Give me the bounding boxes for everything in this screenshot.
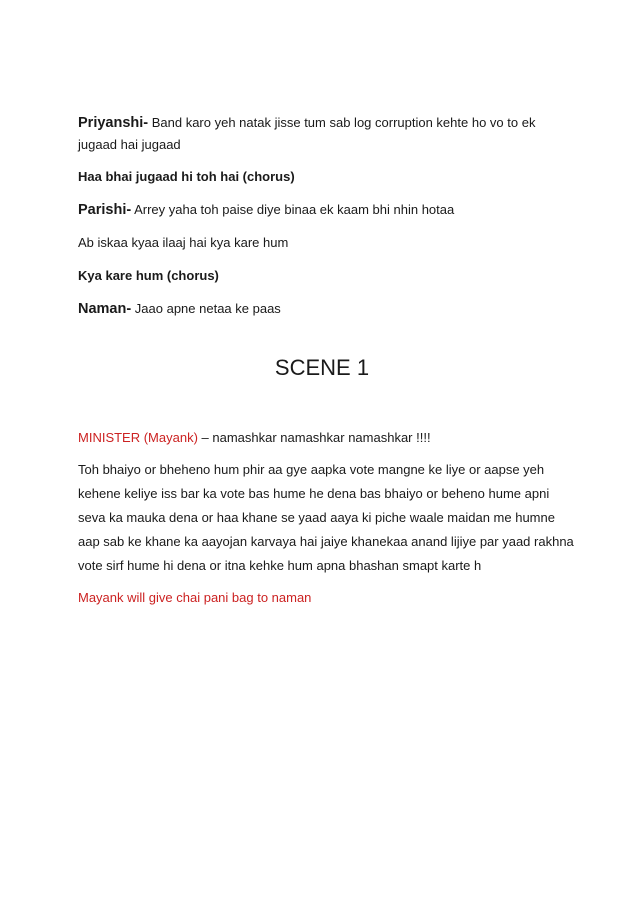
priyanshi-dialogue	[78, 112, 578, 156]
naman-text: Jaao apne netaa ke paas	[131, 301, 281, 316]
speaker-minister: MINISTER (Mayank)	[78, 430, 198, 445]
script-body	[78, 112, 578, 609]
speaker-parishi: Parishi-	[78, 202, 132, 218]
chorus-line-1: Haa bhai jugaad hi toh hai (chorus)	[78, 169, 295, 184]
priyanshi-text: Band karo yeh natak jisse tum sab log corruption kehte ho vo to ek jugaad hai jugaad	[78, 115, 536, 152]
chorus-line-2: Kya kare hum (chorus)	[78, 268, 219, 283]
scene-heading: SCENE 1	[274, 355, 370, 380]
stage-direction: Mayank will give chai pani bag to naman	[78, 590, 312, 605]
minister-intro	[78, 427, 578, 449]
minister-intro-text: – namashkar namashkar namashkar !!!!	[197, 430, 431, 445]
ab-iskaa-line: Ab iskaa kyaa ilaaj hai kya kare hum	[78, 235, 289, 250]
naman-dialogue	[78, 298, 578, 320]
speaker-naman: Naman-	[78, 301, 132, 317]
parishi-text: Arrey yaha toh paise diye binaa ek kaam bhi nhin hotaa	[131, 202, 455, 217]
parishi-dialogue	[78, 199, 578, 221]
minister-speech: Toh bhaiyo or bheheno hum phir aa gye aapka vote mangne ke liye or aapse yeh kehene keliye iss bar ka vote bas hume he dena bas bhaiyo or beheno hume apni seva ka mauka dena or haa khane se yaad aaya ki piche waale maidan me humne aap sab ke khane ka aayojan karvaya hai jaiye khanekaa anand lijiye par yaad rakhna vote sirf hume hi dena or itna kehke hum apna bhashan smapt karte h	[78, 462, 574, 573]
speaker-priyanshi: Priyanshi-	[78, 115, 149, 131]
